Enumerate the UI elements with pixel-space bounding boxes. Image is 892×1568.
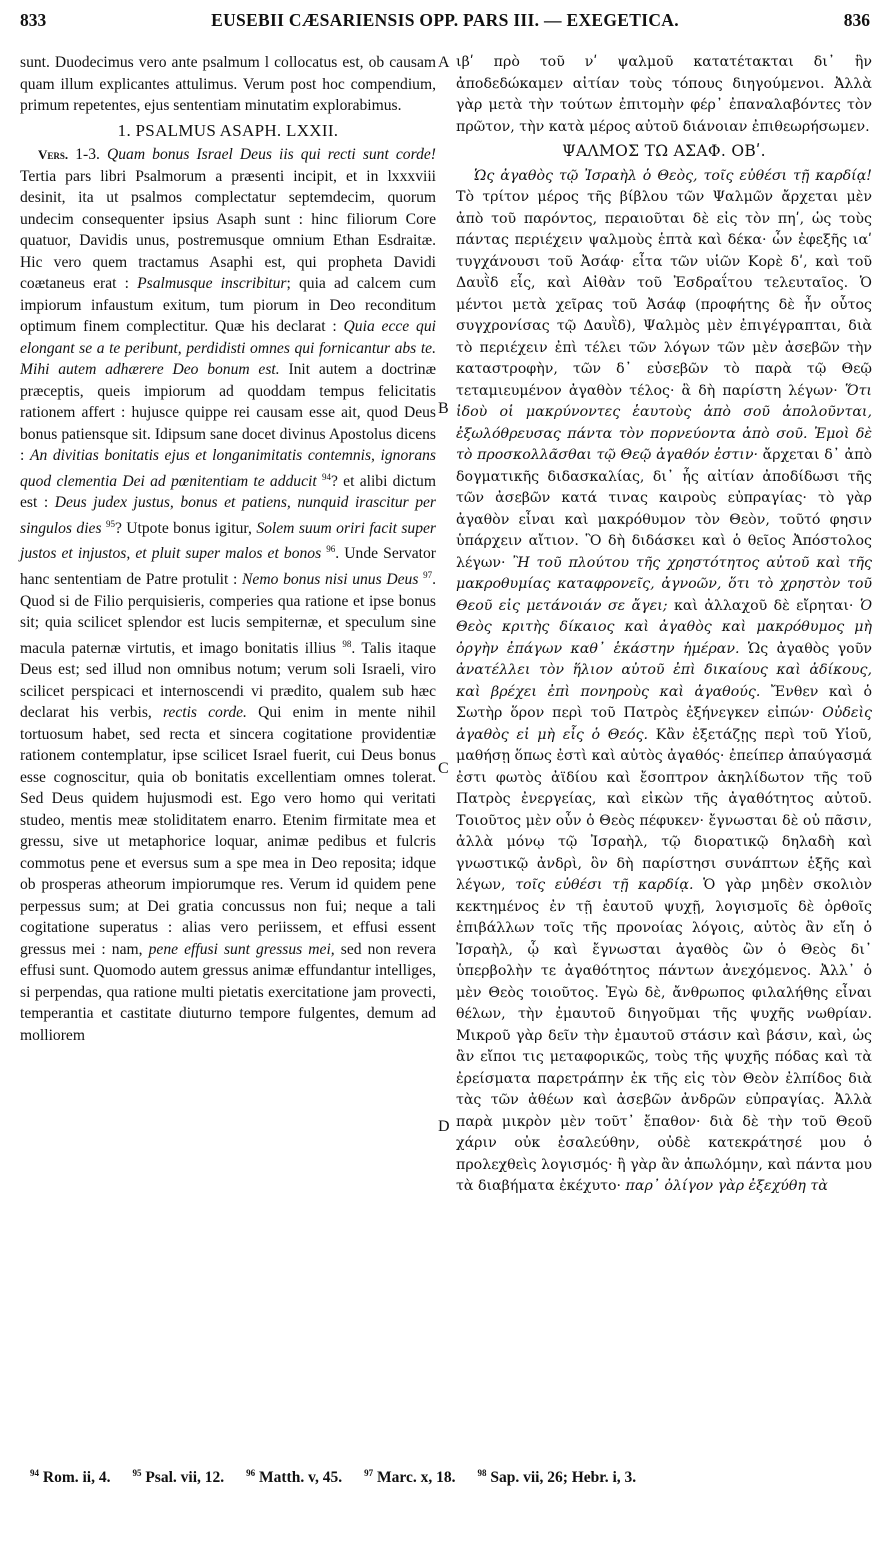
verse-quote: Quam bonus Israel Deus iis qui recti sunt corde! bbox=[106, 146, 436, 163]
footnote-ref: 94 bbox=[321, 471, 331, 482]
footnote-item bbox=[477, 1468, 636, 1487]
greek-text: Κἂν ἐξετάζῃς περὶ τοῦ Υἱοῦ, μαθήσῃ ὅπως ἐστὶ καὶ αὐτὸς ἀγαθός· ἐπείπερ ἀπαύγασμά ἐστι φωτὸς ἀϊδίου καὶ ἔσοπτρον ἀκηλίδωτον τῆς τοῦ Πατρὸς ἐνεργείας, καὶ εἰκὼν τῆς ἀγαθότητος αὐτοῦ. Τοιοῦτος μὲν οὖν ὁ Θεὸς πέφυκεν· ἔγνωσται δὲ οὐ πᾶσιν, ἀλλὰ μόνῳ τῷ Ἰσραὴλ, τῷ διορατικῷ δηλαδὴ καὶ γνωστικῷ ἀνδρὶ, ὃν δὴ παρίστησι συνάπτων ἑξῆς καὶ λέγων, bbox=[456, 726, 872, 893]
greek-text: καὶ ἀλλαχοῦ δὲ εἴρηται· bbox=[673, 597, 854, 614]
greek-intro: ιβʹ πρὸ τοῦ νʹ ψαλμοῦ κατατέτακται δι᾽ ἣν ἀποδεδώκαμεν αἰτίαν τοὺς τόπους διηγούμενοι. Ἀλλὰ γὰρ μετὰ τὴν τούτων ἐπιτομὴν φέρ᾽ ἐπαναλαβόντες τὸν πρῶτον, τὴν κατὰ μέρος αὐτοῦ διάνοιαν ἐπιθεωρήσωμεν. bbox=[456, 54, 872, 135]
latin-quote: pene effusi sunt gressus mei, bbox=[148, 940, 335, 958]
footnote-text: Rom. ii, 4. bbox=[42, 1469, 111, 1487]
greek-quote: παρ᾽ ὀλίγον γὰρ ἐξεχύθη τὰ bbox=[625, 1178, 828, 1194]
latin-text: ? Utpote bonus igitur, bbox=[114, 519, 252, 537]
section-marker-c: C bbox=[438, 760, 449, 777]
greek-column bbox=[456, 52, 872, 1198]
latin-text: . Unde Servator hanc sententiam de Patre protulit : bbox=[20, 545, 436, 589]
latin-quote: An divitias bonitatis ejus et longanimitatis contemnis, ignorans quod clementia Dei ad pœnitentiam te adducit bbox=[20, 447, 437, 490]
footnote-text: Marc. x, 18. bbox=[376, 1469, 456, 1487]
latin-text: Qui enim in mente nihil tortuosum habet, sed recta et sincera cogitatione providentiæ rationem contemplatur, ipse scilicet Israel fuerit, cui Deus bonus esse cognoscitur, quia ob bonitatis excellentiam omnes tolerat. Sed Deus quidem hujusmodi est. Ego vero homo qui veritati studeo, mentis meæ stoliditatem enarro. Etenim firmitate mea et gressu, sive ut metaphorice loquar, animæ pedibus et fulcris commotus pene et eversus sum a spe mea in Deo reposita; idque ob prosperas atheorum impiorumque res. Verum id quidem pene perpessus sum; at Dei gratia concussus non fui; neque a tali cogitatione superatus : alias vero periissem, et effusi essent gressus mei : nam, bbox=[20, 704, 436, 958]
greek-text: Ὡς ἀγαθὸς γοῦν bbox=[747, 640, 872, 657]
footnote-number: 95 bbox=[132, 1468, 142, 1478]
latin-quote: Deus judex justus, bonus et patiens, nunquid irascitur per singulos dies bbox=[20, 494, 436, 537]
latin-column bbox=[20, 52, 436, 1046]
footnote-text: Matth. v, 45. bbox=[259, 1469, 343, 1487]
greek-text: ἄρχεται δ᾽ ἀπὸ δογματικῆς διδασκαλίας, δι᾽ ἧς αἰτίαν ἀποδίδωσι τῆς τῶν ἀσεβῶν κατά τινας καιροὺς εὐπραγίας· τὸ γὰρ ἀγαθὸν εἶναι καὶ μακρόθυμον τὸν Θεὸν, τοῦτό φησιν ὑπάρχειν αἴτιον. Ὃ δὴ διδάσκει καὶ ὁ θεῖος Ἀπόστολος λέγων· bbox=[456, 447, 872, 571]
footnote-text: Psal. vii, 12. bbox=[145, 1469, 225, 1487]
greek-paragraph bbox=[456, 166, 872, 1198]
greek-quote: Ἢ τοῦ πλούτου τῆς χρηστότητος αὐτοῦ καὶ τῆς μακροθυμίας καταφρονεῖς, ἀγνοῶν, ὅτι τὸ χρηστὸν τοῦ Θεοῦ εἰς μετάνοιάν σε ἄγει; bbox=[456, 554, 873, 614]
latin-intro: sunt. Duodecimus vero ante psalmum l collocatus est, ob causam quam illum explicantes attulimus. Verum post hoc compendium, primum repetentes, ejus sententiam minutatim explorabimus. bbox=[20, 54, 436, 114]
greek-quote: Οὐδεὶς ἀγαθὸς εἰ μὴ εἷς ὁ Θεός. bbox=[456, 705, 872, 743]
footnote-number: 98 bbox=[477, 1468, 487, 1478]
footnote-number: 97 bbox=[364, 1468, 374, 1478]
greek-heading: ΨΑΛΜΟΣ ΤΩ ΑΣΑΦ. ΟΒʹ. bbox=[562, 142, 766, 160]
latin-text: ? et alibi dictum est : bbox=[20, 472, 436, 512]
latin-paragraph bbox=[20, 144, 436, 1046]
greek-quote: Ὁ Θεὸς κριτὴς δίκαιος καὶ ἀγαθὸς καὶ μακρόθυμος μὴ ὀργὴν ἐπάγων καθ᾽ ἑκάστην ἡμέραν. bbox=[456, 597, 873, 657]
footnote-item bbox=[132, 1468, 224, 1487]
footnote-item bbox=[364, 1468, 455, 1487]
running-header bbox=[20, 10, 870, 32]
latin-text: sed non revera effusi sunt. Quomodo autem gressus animæ effundantur intelliges, si perpendas, qua ratione multi pietatis exercitatione jam provecti, temperantia et castitate diuturno tempore fulgentes, demum ad molliorem bbox=[20, 940, 437, 1044]
greek-quote: Ὅτι ἰδοὺ οἱ μακρύνοντες ἑαυτοὺς ἀπὸ σοῦ ἀπολοῦνται, ἐξωλόθρευσας πάντα τὸν πορνεύοντα ἀπὸ σοῦ. Ἐμοὶ δὲ τὸ προσκολλᾶσθαι τῷ Θεῷ ἀγαθόν ἐστιν· bbox=[456, 382, 872, 463]
latin-quote: rectis corde. bbox=[162, 704, 247, 722]
footnote-item bbox=[246, 1468, 342, 1487]
latin-text: Tertia pars libri Psalmorum a præsenti incipit, et in lxxxviii desinit, ita ut psalmos complectatur septemdecim, quorum undecim consequenter ipsius Asaph sunt : hinc filiorum Core quatuor, Davidis unus, postremusque omnium Ethan Esdraitæ. Hic vero quem tractamus Asaphi est, qui propheta Davidi coætaneus erat : bbox=[20, 167, 436, 292]
section-marker-b: B bbox=[438, 400, 449, 417]
greek-quote: ἀνατέλλει τὸν ἥλιον αὐτοῦ ἐπὶ δικαίους καὶ ἀδίκους, καὶ βρέχει ἐπὶ πονηροὺς καὶ ἀγαθούς. bbox=[456, 662, 872, 700]
footnotes bbox=[30, 1468, 870, 1487]
footnote-item bbox=[30, 1468, 110, 1487]
greek-text: Ἔνθεν καὶ ὁ Σωτὴρ ὅρον περὶ τοῦ Πατρὸς ἐξήνεγκεν εἰπών· bbox=[456, 683, 872, 721]
latin-text: ; quia ad calcem cum impiorum infaustum exitum, tum piorum in Deo reconditum optimum finem complectitur. Quæ his declarat : bbox=[20, 275, 436, 335]
verse-label: Vers. bbox=[38, 147, 69, 162]
footnote-ref: 98 bbox=[342, 638, 352, 649]
latin-quote: Quia ecce qui elongant se a te peribunt, perdidisti omnes qui fornicantur abs te. Mihi autem adhærere Deo bonum est. bbox=[20, 318, 436, 378]
section-marker-a: A bbox=[438, 54, 450, 71]
latin-quote: Nemo bonus nisi unus Deus bbox=[242, 571, 419, 589]
latin-quote: Solem suum oriri facit super justos et injustos, et pluit super malos et bonos bbox=[20, 519, 436, 563]
footnote-number: 96 bbox=[246, 1468, 256, 1478]
greek-quote: Ὡς ἀγαθὸς τῷ Ἰσραὴλ ὁ Θεὸς, τοῖς εὐθέσι τῇ καρδίᾳ! bbox=[474, 167, 872, 184]
verse-number: 1-3. bbox=[75, 146, 100, 163]
page-number-right: 836 bbox=[843, 10, 870, 30]
footnote-number: 94 bbox=[30, 1468, 39, 1478]
greek-text: Τὸ τρίτον μέρος τῆς βίβλου τῶν Ψαλμῶν ἄρχεται μὲν ἀπὸ τοῦ παρόντος, περαιοῦται δὲ εἰς τὸν πηʹ, ὡς τοὺς πάντας περιέχειν ψαλμοὺς ἑπτὰ καὶ δέκα· ὧν ἐφεξῆς ιαʹ τυγχάνουσι τοῦ Ἀσάφ· εἶτα τῶν υἱῶν Κορὲ δʹ, καὶ τοῦ Δαυῒδ εἷς, καὶ Αἰθὰν τοῦ Ἐσδραΐτου τελευταῖος. Ὁ μέντοι μετὰ χεῖρας τοῦ Ἀσάφ (προφήτης δὲ ἦν οὗτος συγχρονίσας τῷ Δαυῒδ), Ψαλμὸς μὲν ἐπιγέγραπται, διὰ τὸ περιέχειν ἐπὶ τέλει τῶν λόγων τῶν μὲν ἀσεβῶν τὴν καταστροφὴν, τῶν δ᾽ εὐσεβῶν τὸ παρὰ τῷ Θεῷ τεταμιευμένον ἀγαθὸν τέλος· ἃ δὴ παρίστη λέγων· bbox=[456, 189, 872, 399]
footnote-ref: 95 bbox=[105, 518, 115, 529]
greek-quote: τοῖς εὐθέσι τῇ καρδίᾳ. bbox=[515, 877, 694, 893]
latin-text: Init autem a doctrinæ præceptis, queis impiorum ad quoddam tempus felicitatis rationem affert : hujusce quippe rei causam esse ait, quod Deus bonus patiensque sit. Idipsum sane docet divinus Apostolus dicens : bbox=[20, 361, 436, 464]
running-title: EUSEBII CÆSARIENSIS OPP. PARS III. — EXEGETICA. bbox=[211, 10, 679, 30]
page-number-left: 833 bbox=[20, 10, 47, 30]
latin-text: . Talis itaque Deus est; sed illud non omnibus notum; verum soli Israeli, viro scilicet perspicaci et internoscendi vi prædito, qualem sub hæc declarat his verbis, bbox=[20, 639, 436, 722]
footnote-text: Sap. vii, 26; Hebr. i, 3. bbox=[490, 1469, 637, 1487]
footnote-ref: 96 bbox=[326, 544, 336, 555]
section-marker-d: D bbox=[438, 1118, 450, 1135]
greek-text: Ὁ γὰρ μηδὲν σκολιὸν κεκτημένος ἐν τῇ ἑαυτοῦ ψυχῇ, λογισμοῖς δὲ ὀρθοῖς ἐπιβάλλων τοῖς τῆς προνοίας λόγοις, αὐτὸς ἂν εἴη ὁ Ἰσραὴλ, ᾧ καὶ ἔγνωσται ἀγαθὸς ὢν ὁ Θεὸς δι᾽ ὑπερβολὴν τε ἀγαθότητος πάντων ἀνεχόμενος. Ἀλλ᾽ ὁ μὲν Θεὸς τοιοῦτος. Ἐγὼ δὲ, ἄνθρωπος φιλαλήθης εἶναι θέλων, τὴν ἐμαυτοῦ διηγοῦμαι τῆς ψυχῆς νωθρίαν. Μικροῦ γὰρ δεῖν τὴν ἐμαυτοῦ στάσιν καὶ βάσιν, καὶ, ὡς ἂν εἴποι τις μεταφορικῶς, τοὺς τῆς ψυχῆς πόδας καὶ τὰ ἐρείσματα παρετράπην ἐκ τῆς εἰς τὸν Θεὸν ἐλπίδος διὰ τὰς τῶν ἀθέων καὶ ἀσεβῶν ἀνδρῶν εὐπραγίας. Ἀλλὰ παρὰ μικρὸν μὲν τοῦτ᾽ ἔπαθον· διὰ δὲ τὴν τοῦ Θεοῦ χάριν οὐκ ἐσαλεύθην, οὐδὲ κατεκράτησέ μου ὁ προλεχθεὶς λογισμός· ἢ γὰρ ἂν ἀπωλόμην, καὶ πάντα μου τὰ διαβήματα ἐκέχυτο· bbox=[456, 877, 872, 1194]
latin-heading: 1. PSALMUS ASAPH. LXXII. bbox=[117, 120, 339, 140]
latin-quote: Psalmusque inscribitur bbox=[137, 275, 287, 292]
latin-text: . Quod si de Filio perquisieris, comperies qua ratione et ipse bonus sit; quia scilicet splendor est lucis sempiternæ, et speculum sine macula paternæ virtutis, et imago bonitatis illius bbox=[20, 571, 436, 657]
footnote-ref: 97 bbox=[423, 570, 433, 581]
